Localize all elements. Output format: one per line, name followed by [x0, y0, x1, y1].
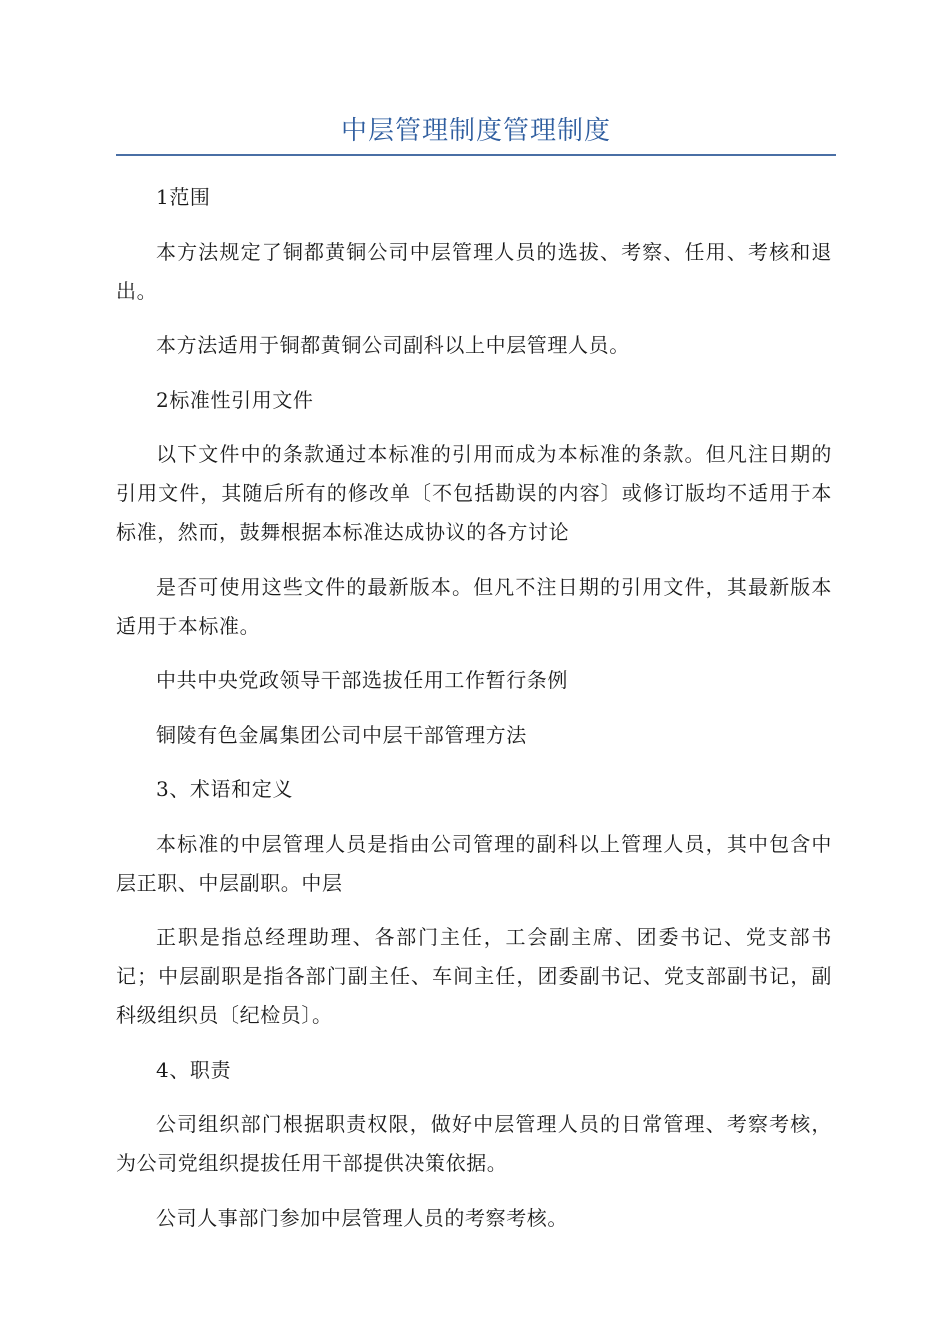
document-title: 中层管理制度管理制度: [340, 116, 611, 146]
paragraph: 公司组织部门根据职责权限，做好中层管理人员的日常管理、考察考核，为公司党组织提拔任用干部提供决策依据。: [116, 1112, 832, 1175]
paragraph: 铜陵有色金属集团公司中层干部管理方法: [156, 722, 527, 747]
paragraph: 公司人事部门参加中层管理人员的考察考核。: [156, 1205, 568, 1230]
section-heading-references: 2标准性引用文件: [156, 387, 314, 412]
paragraph: 是否可使用这些文件的最新版本。但凡不注日期的引用文件，其最新版本适用于本标准。: [116, 574, 832, 638]
paragraph: 本标准的中层管理人员是指由公司管理的副科以上管理人员，其中包含中层正职、中层副职。中层: [116, 831, 832, 895]
paragraph: 正职是指总经理助理、各部门主任，工会副主席、团委书记、党支部书记；中层副职是指各部门副主任、车间主任，团委副书记、党支部副书记，副科级组织员〔纪检员〕。: [116, 925, 832, 1027]
document-body: [116, 178, 832, 1253]
title-block: [116, 114, 836, 156]
paragraph: 中共中央党政领导干部选拔任用工作暂行条例: [156, 668, 568, 692]
section-heading-scope: 1范围: [156, 185, 211, 209]
paragraph: 以下文件中的条款通过本标准的引用而成为本标准的条款。但凡注日期的引用文件，其随后所有的修改单〔不包括勘误的内容〕或修订版均不适用于本标准，然而，鼓舞根据本标准达成协议的各方讨论: [116, 442, 832, 544]
paragraph: 本方法规定了铜都黄铜公司中层管理人员的选拔、考察、任用、考核和退出。: [116, 239, 832, 303]
section-heading-responsibilities: 4、职责: [156, 1057, 232, 1082]
section-heading-definitions: 3、术语和定义: [156, 777, 293, 801]
paragraph: 本方法适用于铜都黄铜公司副科以上中层管理人员。: [156, 333, 630, 357]
